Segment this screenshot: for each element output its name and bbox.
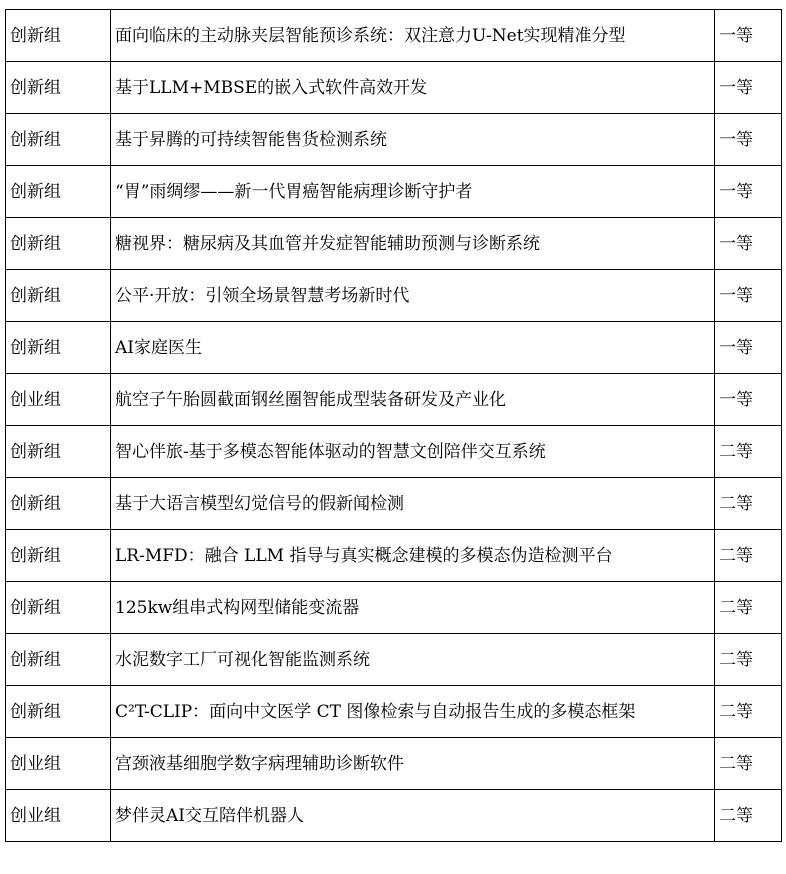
project-title-cell: 航空子午胎圆截面钢丝圈智能成型装备研发及产业化 — [111, 374, 715, 426]
table-row — [6, 582, 782, 634]
group-cell: 创新组 — [6, 478, 111, 530]
award-level-cell: 二等 — [715, 426, 782, 478]
award-level-cell: 二等 — [715, 530, 782, 582]
award-level-cell: 二等 — [715, 634, 782, 686]
table-row — [6, 426, 782, 478]
project-title-cell: C²T-CLIP：面向中文医学 CT 图像检索与自动报告生成的多模态框架 — [111, 686, 715, 738]
table-row — [6, 686, 782, 738]
award-level-cell: 一等 — [715, 322, 782, 374]
award-level-cell: 一等 — [715, 270, 782, 322]
project-title-cell: 宫颈液基细胞学数字病理辅助诊断软件 — [111, 738, 715, 790]
table-row — [6, 634, 782, 686]
award-level-cell: 一等 — [715, 374, 782, 426]
group-cell: 创新组 — [6, 582, 111, 634]
table-row — [6, 166, 782, 218]
award-level-cell: 二等 — [715, 478, 782, 530]
group-cell: 创业组 — [6, 374, 111, 426]
award-level-cell: 二等 — [715, 790, 782, 842]
award-level-cell: 一等 — [715, 218, 782, 270]
group-cell: 创新组 — [6, 10, 111, 62]
group-cell: 创新组 — [6, 270, 111, 322]
award-level-cell: 二等 — [715, 686, 782, 738]
project-title-cell: 糖视界：糖尿病及其血管并发症智能辅助预测与诊断系统 — [111, 218, 715, 270]
project-title-cell: 水泥数字工厂可视化智能监测系统 — [111, 634, 715, 686]
award-level-cell: 二等 — [715, 738, 782, 790]
project-title-cell: 基于LLM+MBSE的嵌入式软件高效开发 — [111, 62, 715, 114]
group-cell: 创新组 — [6, 634, 111, 686]
awards-table-body — [6, 10, 782, 842]
award-level-cell: 一等 — [715, 10, 782, 62]
table-row — [6, 790, 782, 842]
group-cell: 创新组 — [6, 166, 111, 218]
award-level-cell: 一等 — [715, 114, 782, 166]
project-title-cell: 梦伴灵AI交互陪伴机器人 — [111, 790, 715, 842]
project-title-cell: 125kw组串式构网型储能变流器 — [111, 582, 715, 634]
group-cell: 创新组 — [6, 322, 111, 374]
table-row — [6, 738, 782, 790]
project-title-cell: 智心伴旅-基于多模态智能体驱动的智慧文创陪伴交互系统 — [111, 426, 715, 478]
award-level-cell: 二等 — [715, 582, 782, 634]
award-level-cell: 一等 — [715, 62, 782, 114]
project-title-cell: 面向临床的主动脉夹层智能预诊系统：双注意力U-Net实现精准分型 — [111, 10, 715, 62]
group-cell: 创新组 — [6, 530, 111, 582]
project-title-cell: “胃”雨绸缪——新一代胃癌智能病理诊断守护者 — [111, 166, 715, 218]
table-row — [6, 530, 782, 582]
table-row — [6, 374, 782, 426]
award-level-cell: 一等 — [715, 166, 782, 218]
group-cell: 创新组 — [6, 686, 111, 738]
awards-table — [5, 9, 782, 842]
project-title-cell: 基于昇腾的可持续智能售货检测系统 — [111, 114, 715, 166]
group-cell: 创业组 — [6, 790, 111, 842]
table-row — [6, 478, 782, 530]
group-cell: 创新组 — [6, 218, 111, 270]
group-cell: 创新组 — [6, 426, 111, 478]
table-row — [6, 218, 782, 270]
project-title-cell: 基于大语言模型幻觉信号的假新闻检测 — [111, 478, 715, 530]
group-cell: 创新组 — [6, 62, 111, 114]
project-title-cell: AI家庭医生 — [111, 322, 715, 374]
group-cell: 创业组 — [6, 738, 111, 790]
group-cell: 创新组 — [6, 114, 111, 166]
table-row — [6, 62, 782, 114]
table-row — [6, 114, 782, 166]
table-row — [6, 10, 782, 62]
table-row — [6, 270, 782, 322]
project-title-cell: 公平·开放：引领全场景智慧考场新时代 — [111, 270, 715, 322]
project-title-cell: LR-MFD：融合 LLM 指导与真实概念建模的多模态伪造检测平台 — [111, 530, 715, 582]
table-row — [6, 322, 782, 374]
